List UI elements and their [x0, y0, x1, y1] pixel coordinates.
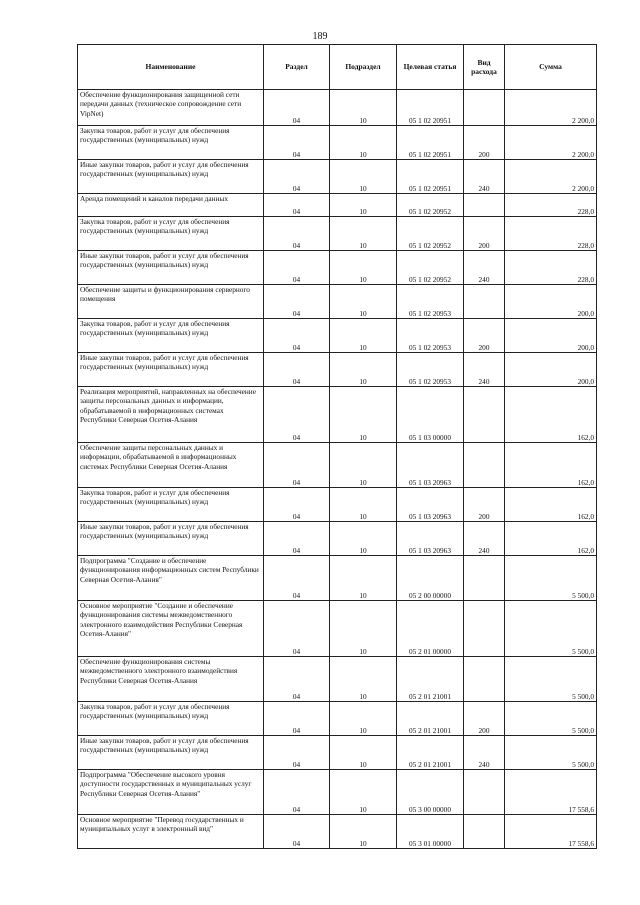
row-expense-type: [464, 285, 505, 319]
row-section: 04: [264, 217, 330, 251]
row-expense-type: [464, 443, 505, 488]
row-sum: 5 500,0: [505, 702, 597, 736]
row-sum: 2 200,0: [505, 90, 597, 126]
row-target-article: 05 1 02 20951: [397, 160, 464, 194]
row-subsection: 10: [330, 160, 397, 194]
row-target-article: 05 1 03 20963: [397, 522, 464, 556]
row-sum: 162,0: [505, 387, 597, 443]
row-subsection: 10: [330, 387, 397, 443]
row-section: 04: [264, 522, 330, 556]
row-section: 04: [264, 194, 330, 217]
row-section: 04: [264, 251, 330, 285]
row-target-article: 05 1 02 20952: [397, 251, 464, 285]
row-subsection: 10: [330, 126, 397, 160]
header-target-article: Целевая статья: [397, 45, 464, 90]
header-expense-type: Вид расхода: [464, 45, 505, 90]
row-target-article: 05 1 03 20963: [397, 443, 464, 488]
row-expense-type: 200: [464, 217, 505, 251]
row-name: Обеспечение защиты и функционирования серверного помещения: [78, 285, 264, 319]
row-section: 04: [264, 556, 330, 601]
header-name: Наименование: [78, 45, 264, 90]
row-section: 04: [264, 770, 330, 815]
row-name: Обеспечение функционирования системы межведомственного электронного взаимодействия Республики Северная Осетия-Алания: [78, 657, 264, 702]
row-subsection: 10: [330, 217, 397, 251]
row-name: Иные закупки товаров, работ и услуг для обеспечения государственных (муниципальных) нужд: [78, 251, 264, 285]
row-name: Закупка товаров, работ и услуг для обеспечения государственных (муниципальных) нужд: [78, 702, 264, 736]
row-target-article: 05 1 02 20952: [397, 217, 464, 251]
row-expense-type: 240: [464, 251, 505, 285]
row-subsection: 10: [330, 601, 397, 657]
header-section: Раздел: [264, 45, 330, 90]
table-row: [78, 702, 597, 736]
table-row: [78, 90, 597, 126]
row-sum: 2 200,0: [505, 160, 597, 194]
row-section: 04: [264, 601, 330, 657]
row-section: 04: [264, 353, 330, 387]
row-target-article: 05 1 02 20951: [397, 126, 464, 160]
table-row: [78, 736, 597, 770]
table-row: [78, 251, 597, 285]
table-row: [78, 285, 597, 319]
row-sum: 228,0: [505, 251, 597, 285]
table-row: [78, 443, 597, 488]
row-subsection: 10: [330, 285, 397, 319]
table-row: [78, 815, 597, 849]
row-expense-type: [464, 815, 505, 849]
row-sum: 162,0: [505, 443, 597, 488]
row-section: 04: [264, 160, 330, 194]
row-name: Закупка товаров, работ и услуг для обеспечения государственных (муниципальных) нужд: [78, 319, 264, 353]
row-expense-type: 240: [464, 353, 505, 387]
row-section: 04: [264, 702, 330, 736]
table-header-row: [78, 45, 597, 90]
table-row: [78, 160, 597, 194]
row-sum: 5 500,0: [505, 736, 597, 770]
row-subsection: 10: [330, 319, 397, 353]
row-name: Иные закупки товаров, работ и услуг для обеспечения государственных (муниципальных) нужд: [78, 736, 264, 770]
row-name: Подпрограмма "Создание и обеспечение функционирования информационных систем Республики Северная Осетия-Алания": [78, 556, 264, 601]
table-row: [78, 319, 597, 353]
row-name: Иные закупки товаров, работ и услуг для обеспечения государственных (муниципальных) нужд: [78, 353, 264, 387]
row-expense-type: [464, 90, 505, 126]
table-row: [78, 353, 597, 387]
row-target-article: 05 1 02 20953: [397, 319, 464, 353]
row-sum: 228,0: [505, 194, 597, 217]
row-sum: 5 500,0: [505, 556, 597, 601]
table-row: [78, 770, 597, 815]
table-row: [78, 126, 597, 160]
row-subsection: 10: [330, 251, 397, 285]
row-target-article: 05 2 01 21001: [397, 736, 464, 770]
row-section: 04: [264, 488, 330, 522]
row-name: Обеспечение функционирования защищенной сети передачи данных (техническое сопровождение сети VipNet): [78, 90, 264, 126]
row-name: Закупка товаров, работ и услуг для обеспечения государственных (муниципальных) нужд: [78, 126, 264, 160]
row-target-article: 05 1 02 20953: [397, 353, 464, 387]
header-sum: Сумма: [505, 45, 597, 90]
row-target-article: 05 3 00 00000: [397, 770, 464, 815]
header-subsection: Подраздел: [330, 45, 397, 90]
table-row: [78, 601, 597, 657]
row-target-article: 05 3 01 00000: [397, 815, 464, 849]
row-name: Аренда помещений и каналов передачи данных: [78, 194, 264, 217]
table-row: [78, 657, 597, 702]
row-subsection: 10: [330, 736, 397, 770]
row-expense-type: 200: [464, 702, 505, 736]
row-expense-type: [464, 770, 505, 815]
row-section: 04: [264, 285, 330, 319]
row-name: Реализация мероприятий, направленных на обеспечение защиты персональных данных и информации, обрабатываемой в информационных системах Республики Северная Осетия-Алания: [78, 387, 264, 443]
row-subsection: 10: [330, 815, 397, 849]
row-target-article: 05 2 01 21001: [397, 702, 464, 736]
row-target-article: 05 1 03 20963: [397, 488, 464, 522]
row-subsection: 10: [330, 194, 397, 217]
row-expense-type: 240: [464, 160, 505, 194]
row-expense-type: 240: [464, 522, 505, 556]
row-expense-type: [464, 194, 505, 217]
row-subsection: 10: [330, 522, 397, 556]
row-subsection: 10: [330, 556, 397, 601]
row-sum: 162,0: [505, 488, 597, 522]
budget-table: [77, 44, 597, 849]
table-row: [78, 556, 597, 601]
row-target-article: 05 2 00 00000: [397, 556, 464, 601]
row-name: Подпрограмма "Обеспечение высокого уровня доступности государственных и муниципальных услуг Республики Северная Осетия-Алания": [78, 770, 264, 815]
row-target-article: 05 1 02 20952: [397, 194, 464, 217]
table-row: [78, 194, 597, 217]
row-sum: 5 500,0: [505, 657, 597, 702]
row-name: Основное мероприятие "Создание и обеспечение функционирования системы межведомственного электронного взаимодействия Республики Северная Осетия-Алания": [78, 601, 264, 657]
row-expense-type: 200: [464, 488, 505, 522]
row-target-article: 05 1 02 20951: [397, 90, 464, 126]
row-target-article: 05 2 01 21001: [397, 657, 464, 702]
row-section: 04: [264, 815, 330, 849]
row-name: Основное мероприятие "Перевод государственных и муниципальных услуг в электронный вид": [78, 815, 264, 849]
row-target-article: 05 2 01 00000: [397, 601, 464, 657]
row-sum: 200,0: [505, 353, 597, 387]
row-section: 04: [264, 319, 330, 353]
row-target-article: 05 1 03 00000: [397, 387, 464, 443]
row-sum: 200,0: [505, 285, 597, 319]
row-target-article: 05 1 02 20953: [397, 285, 464, 319]
row-subsection: 10: [330, 770, 397, 815]
row-expense-type: [464, 657, 505, 702]
row-expense-type: 240: [464, 736, 505, 770]
row-subsection: 10: [330, 443, 397, 488]
row-name: Закупка товаров, работ и услуг для обеспечения государственных (муниципальных) нужд: [78, 217, 264, 251]
row-section: 04: [264, 443, 330, 488]
row-subsection: 10: [330, 702, 397, 736]
table-row: [78, 488, 597, 522]
row-sum: 162,0: [505, 522, 597, 556]
row-expense-type: [464, 556, 505, 601]
row-section: 04: [264, 126, 330, 160]
table-row: [78, 217, 597, 251]
row-sum: 17 558,6: [505, 770, 597, 815]
row-section: 04: [264, 90, 330, 126]
row-sum: 200,0: [505, 319, 597, 353]
row-subsection: 10: [330, 90, 397, 126]
row-name: Иные закупки товаров, работ и услуг для обеспечения государственных (муниципальных) нужд: [78, 160, 264, 194]
row-expense-type: [464, 601, 505, 657]
table-row: [78, 522, 597, 556]
row-subsection: 10: [330, 488, 397, 522]
row-subsection: 10: [330, 657, 397, 702]
row-name: Обеспечение защиты персональных данных и информации, обрабатываемой в информационных системах Республики Северная Осетия-Алания: [78, 443, 264, 488]
row-sum: 2 200,0: [505, 126, 597, 160]
row-subsection: 10: [330, 353, 397, 387]
table-row: [78, 387, 597, 443]
row-expense-type: [464, 387, 505, 443]
row-section: 04: [264, 387, 330, 443]
row-sum: 228,0: [505, 217, 597, 251]
row-name: Иные закупки товаров, работ и услуг для обеспечения государственных (муниципальных) нужд: [78, 522, 264, 556]
row-section: 04: [264, 657, 330, 702]
row-section: 04: [264, 736, 330, 770]
row-sum: 5 500,0: [505, 601, 597, 657]
row-expense-type: 200: [464, 126, 505, 160]
row-sum: 17 558,6: [505, 815, 597, 849]
page-number: 189: [312, 31, 328, 42]
row-name: Закупка товаров, работ и услуг для обеспечения государственных (муниципальных) нужд: [78, 488, 264, 522]
row-expense-type: 200: [464, 319, 505, 353]
